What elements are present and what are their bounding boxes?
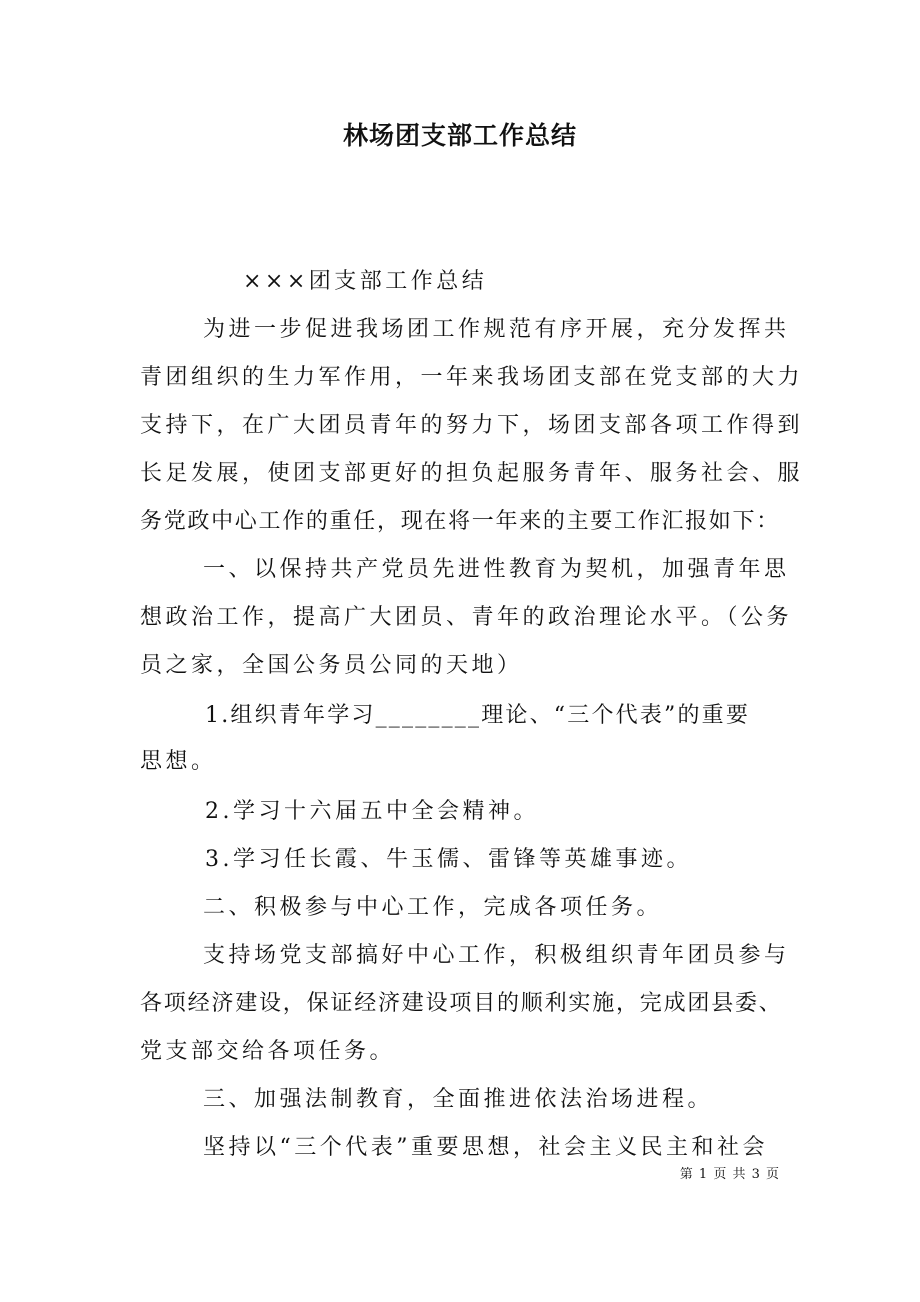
section-heading: 三、加强法制教育，全面推进依法治场进程。 <box>203 1087 714 1112</box>
paragraph-line: 坚持以“三个代表”重要思想，社会主义民主和社会 <box>203 1135 768 1160</box>
page-number-footer: 第 1 页 共 3 页 <box>679 1167 780 1182</box>
paragraph-line: 支持场党支部搞好中心工作，积极组织青年团员参与 <box>203 943 790 968</box>
paragraph-line: 党支部交给各项任务。 <box>140 1039 396 1064</box>
paragraph-line: 想政治工作，提高广大团员、青年的政治理论水平。（公务 <box>140 605 793 630</box>
paragraph-line: 思想。 <box>140 749 217 774</box>
paragraph-line: 员之家，全国公务员公同的天地） <box>140 653 523 678</box>
paragraph-line: 青团组织的生力军作用，一年来我场团支部在党支部的大力 <box>140 365 804 390</box>
paragraph-line: 长足发展，使团支部更好的担负起服务青年、服务社会、服 <box>140 461 804 486</box>
list-item: 3.学习任长霞、牛玉儒、雷锋等英雄事迹。 <box>205 847 692 872</box>
paragraph-line: 务党政中心工作的重任，现在将一年来的主要工作汇报如下： <box>140 509 780 534</box>
paragraph-line: 为进一步促进我场团工作规范有序开展，充分发挥共 <box>203 317 790 342</box>
paragraph-line: 支持下，在广大团员青年的努力下，场团支部各项工作得到 <box>140 413 804 438</box>
section-heading: 二、积极参与中心工作，完成各项任务。 <box>203 895 663 920</box>
paragraph-line: 各项经济建设，保证经济建设项目的顺利实施，完成团县委、 <box>140 991 783 1016</box>
list-item: 2.学习十六届五中全会精神。 <box>205 799 539 824</box>
list-item: 1.组织青年学习________理论、“三个代表”的重要 <box>205 703 751 728</box>
paragraph-line: 一、以保持共产党员先进性教育为契机，加强青年思 <box>203 557 790 582</box>
document-title: 林场团支部工作总结 <box>342 121 577 150</box>
section-heading: ×××团支部工作总结 <box>243 269 488 294</box>
